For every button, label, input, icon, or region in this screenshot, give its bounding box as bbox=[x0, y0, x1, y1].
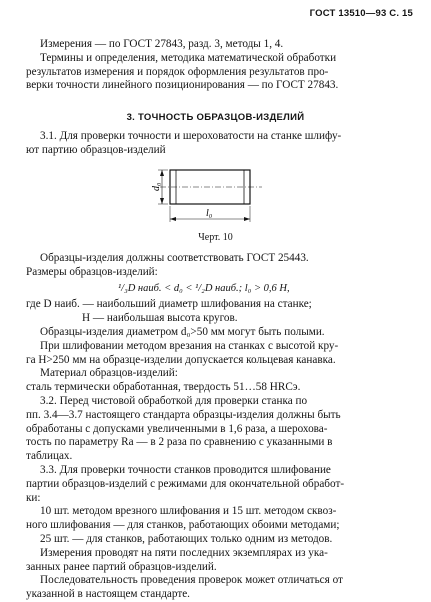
text-line: Последовательность проведения проверок может отличаться от bbox=[40, 574, 343, 587]
text-line: ного шлифования — для станков, работающих обоими методами; bbox=[26, 519, 340, 532]
section-title: 3. ТОЧНОСТЬ ОБРАЗЦОВ-ИЗДЕЛИЙ bbox=[126, 112, 305, 123]
length-label: l₀ bbox=[206, 208, 213, 219]
text-line: сталь термически обработанная, твердость 51…58 HRCэ. bbox=[26, 381, 301, 394]
diameter-label: d₀ bbox=[151, 182, 162, 191]
text-line: га H>250 мм на образце-изделии допускается кольцевая канавка. bbox=[26, 353, 336, 366]
text-line: ют партию образцов-изделий bbox=[26, 143, 166, 156]
text-line: тость по параметру Ra — в 2 раза по сравнению с указанными в bbox=[26, 436, 333, 449]
text-line: Термины и определения, методика математической обработки bbox=[40, 51, 337, 64]
text-line: верки точности линейного позиционирования — по ГОСТ 27843. bbox=[26, 79, 339, 92]
text-line: Измерения — по ГОСТ 27843, разд. 3, методы 1, 4. bbox=[40, 38, 284, 50]
text-line: Измерения проводят на пяти последних экземплярах из ука- bbox=[40, 546, 328, 559]
text-line: 3.2. Перед чистовой обработкой для проверки станка по bbox=[40, 394, 308, 407]
text-line: указанной в настоящем стандарте. bbox=[26, 588, 190, 601]
text-line: результатов измерения и порядок оформления результатов про- bbox=[26, 65, 329, 78]
text-line: ки: bbox=[26, 491, 41, 504]
text-line: При шлифовании методом врезания на станках с высотой кру- bbox=[40, 339, 339, 352]
text-line: 3.3. Для проверки точности станков проводится шлифование bbox=[40, 463, 331, 476]
text-line: Размеры образцов-изделий: bbox=[26, 265, 158, 278]
text-line: пп. 3.4—3.7 настоящего стандарта образцы-изделия должны быть bbox=[26, 408, 341, 421]
text-line: партии образцов-изделий с режимами для окончательной обработ- bbox=[26, 477, 345, 490]
page-header: ГОСТ 13510—93 С. 15 bbox=[309, 8, 413, 19]
intro-block bbox=[26, 38, 408, 93]
text-line: таблицах. bbox=[26, 450, 73, 463]
size-formula: ¹/₃D наиб. < d₀ < ¹/₂D наиб.; l₀ > 0,6 H, bbox=[118, 283, 290, 294]
text-line: где D наиб. — наибольший диаметр шлифования на станке; bbox=[26, 298, 312, 310]
cylinder-drawing bbox=[150, 162, 290, 230]
requirements-block bbox=[26, 252, 408, 280]
text-line: Образцы-изделия диаметром d₀>50 мм могут быть полыми. bbox=[40, 326, 325, 338]
figure-drawing bbox=[150, 162, 290, 235]
text-line: H — наибольшая высота кругов. bbox=[82, 311, 238, 324]
text-line: 3.1. Для проверки точности и шероховатости на станке шлифу- bbox=[40, 130, 342, 142]
where-block bbox=[26, 298, 408, 326]
text-line: 10 шт. методом врезного шлифования и 15 шт. методом сквоз- bbox=[40, 505, 337, 518]
paragraph-3-1 bbox=[26, 130, 408, 158]
text-line: Образцы-изделия должны соответствовать ГОСТ 25443. bbox=[40, 252, 309, 264]
text-line: обработаны с допусками увеличенными в 1,6 раза, а шерохова- bbox=[26, 422, 328, 435]
text-line: занных ранее партий образцов-изделий. bbox=[26, 560, 217, 573]
body-block bbox=[26, 326, 408, 602]
text-line: 25 шт. — для станков, работающих только одним из методов. bbox=[40, 532, 333, 545]
figure-caption: Черт. 10 bbox=[198, 232, 233, 243]
text-line: Материал образцов-изделий: bbox=[40, 367, 178, 380]
